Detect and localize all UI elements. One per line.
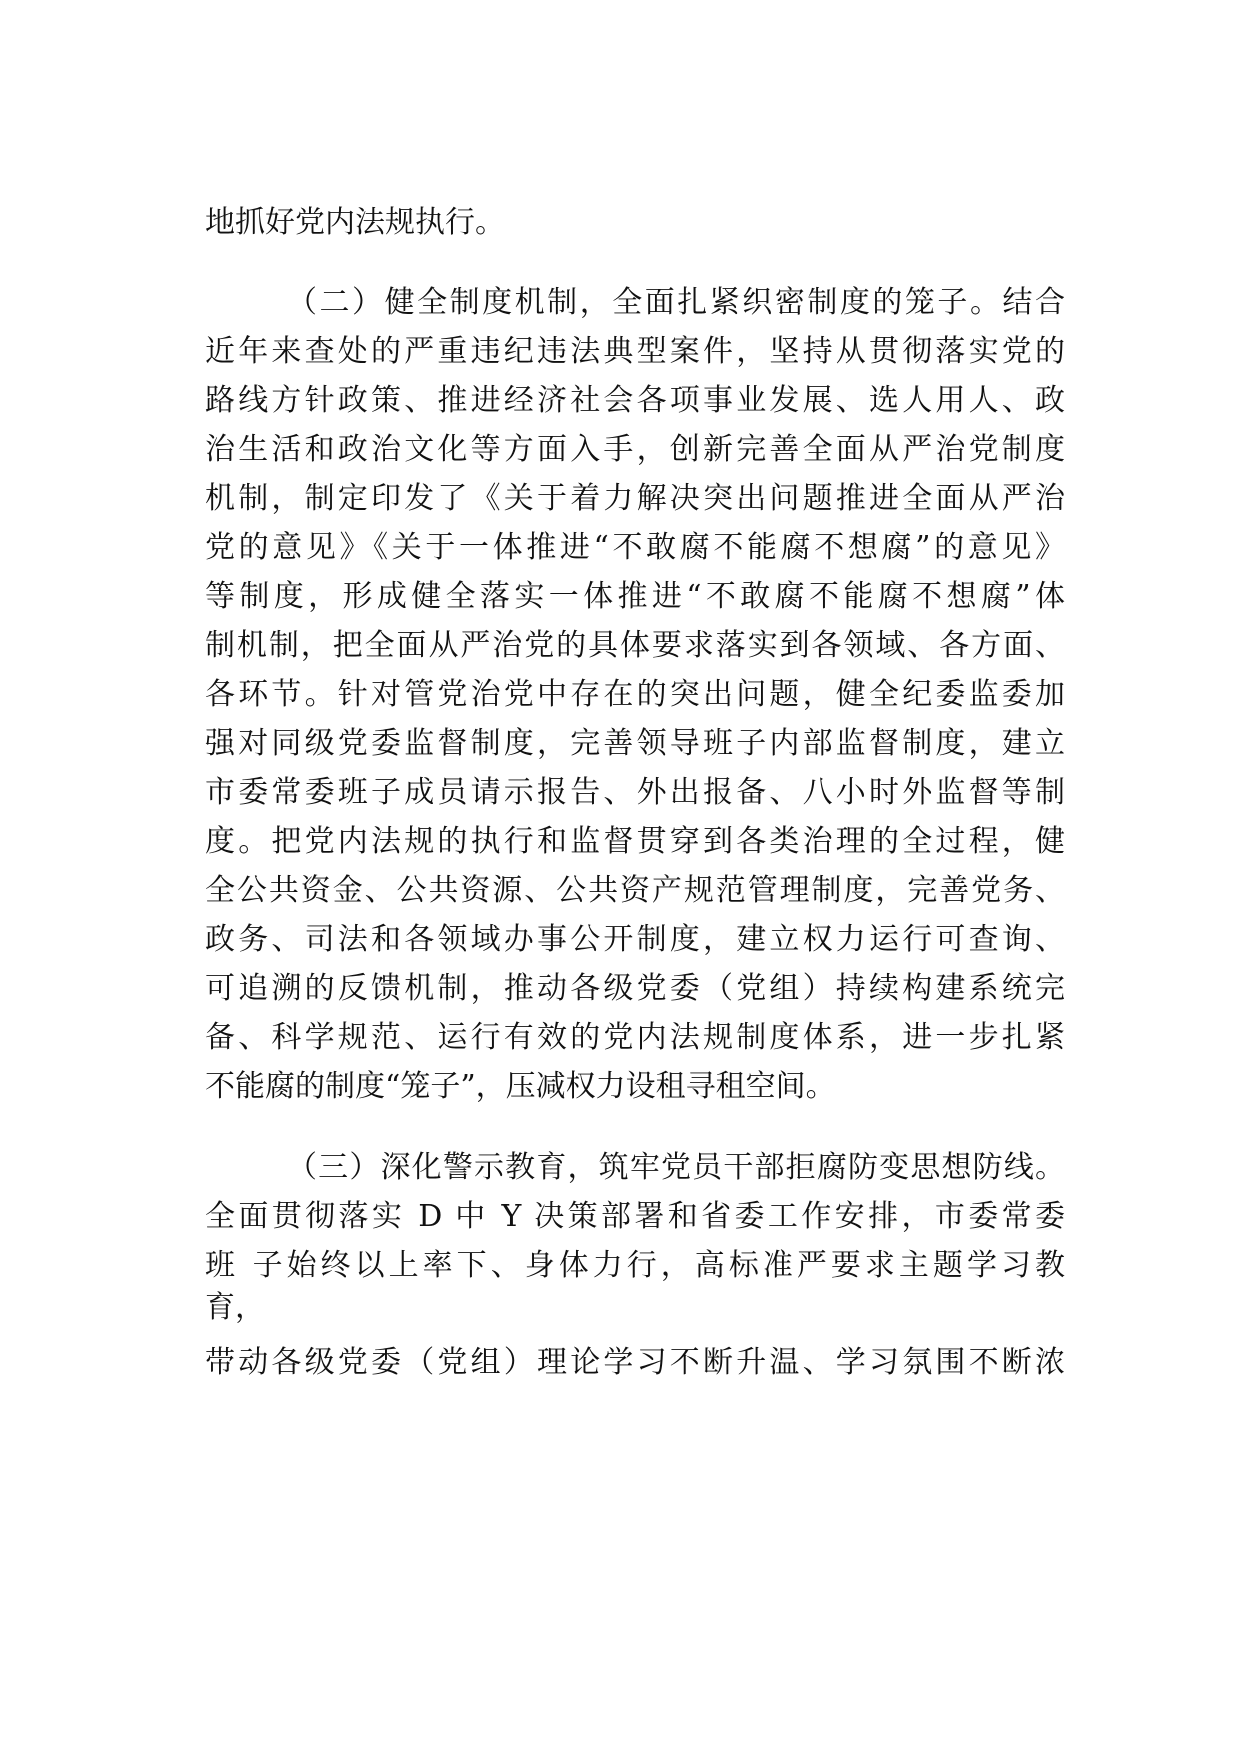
text-line: 带动各级党委（党组）理论学习不断升温、学习氛围不断浓 xyxy=(205,1345,1065,1380)
text-line: 党的意见》《关于一体推进“不敢腐不能腐不想腐”的意见》 xyxy=(205,530,1065,565)
text-line: 市委常委班子成员请示报告、外出报备、八小时外监督等制 xyxy=(205,775,1065,810)
section-heading-line: （三）深化警示教育，筑牢党员干部拒腐防变思想防线。 xyxy=(287,1150,1065,1185)
text-line: 地抓好党内法规执行。 xyxy=(205,205,505,240)
text-line: 备、科学规范、运行有效的党内法规制度体系，进一步扎紧 xyxy=(205,1020,1065,1055)
text-line: 各环节。针对管党治党中存在的突出问题，健全纪委监委加 xyxy=(205,677,1065,712)
section-heading-line: （二）健全制度机制，全面扎紧织密制度的笼子。结合 xyxy=(287,285,1065,320)
text-line: 机制，制定印发了《关于着力解决突出问题推进全面从严治 xyxy=(205,481,1065,516)
text-line: 强对同级党委监督制度，完善领导班子内部监督制度，建立 xyxy=(205,726,1065,761)
text-line: 等制度，形成健全落实一体推进“不敢腐不能腐不想腐”体 xyxy=(205,579,1065,614)
text-line: 政务、司法和各领域办事公开制度，建立权力运行可查询、 xyxy=(205,922,1065,957)
text-line: 全面贯彻落实 D 中 Y 决策部署和省委工作安排，市委常委 xyxy=(205,1199,1065,1234)
text-line: 制机制，把全面从严治党的具体要求落实到各领域、各方面、 xyxy=(205,628,1065,663)
text-line: 可追溯的反馈机制，推动各级党委（党组）持续构建系统完 xyxy=(205,971,1065,1006)
text-line: 近年来查处的严重违纪违法典型案件，坚持从贯彻落实党的 xyxy=(205,334,1065,369)
text-line: 度。把党内法规的执行和监督贯穿到各类治理的全过程，健 xyxy=(205,824,1065,859)
text-line: 治生活和政治文化等方面入手，创新完善全面从严治党制度 xyxy=(205,432,1065,467)
text-line: 不能腐的制度“笼子”，压减权力设租寻租空间。 xyxy=(205,1069,836,1104)
text-line: 育， xyxy=(205,1290,265,1325)
text-line: 班 子始终以上率下、身体力行，高标准严要求主题学习教 xyxy=(205,1248,1065,1283)
text-line: 路线方针政策、推进经济社会各项事业发展、选人用人、政 xyxy=(205,383,1065,418)
text-line: 全公共资金、公共资源、公共资产规范管理制度，完善党务、 xyxy=(205,873,1065,908)
